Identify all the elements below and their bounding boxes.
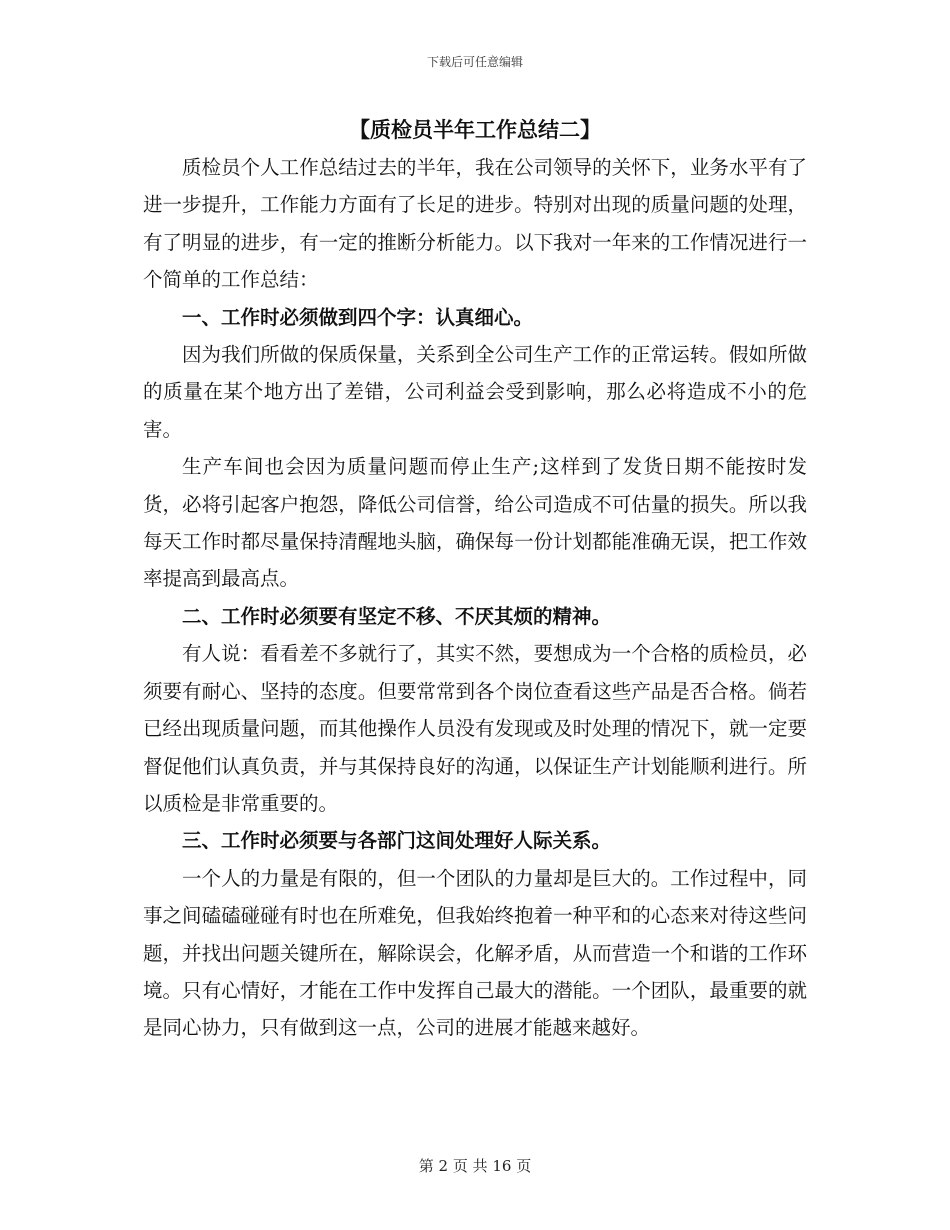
section-3-heading: 三、工作时必须要与各部门这间处理好人际关系。 [182, 829, 612, 853]
section-1-heading: 一、工作时必须做到四个字：认真细心。 [182, 305, 534, 329]
section-2-paragraph-1: 有人说：看看差不多就行了，其实不然，要想成为一个合格的质检员，必须要有耐心、坚持的态度。但要常常到各个岗位查看这些产品是否合格。倘若已经出现质量问题，而其他操作人员没有发现或及时处理的情况下，就一定要督促他们认真负责，并与其保持良好的沟通，以保证生产计划能顺利进行。所以质检是非常重要的。 [143, 642, 807, 815]
page-header-note: 下载后可任意编辑 [426, 55, 523, 69]
section-1-paragraph-2: 生产车间也会因为质量问题而停止生产;这样到了发货日期不能按时发货，必将引起客户抱怨，降低公司信誉，给公司造成不可估量的损失。所以我每天工作时都尽量保持清醒地头脑，确保每一份计划都能准确无误，把工作效率提高到最高点。 [143, 455, 807, 591]
section-3-paragraph-1: 一个人的力量是有限的，但一个团队的力量却是巨大的。工作过程中，同事之间磕磕碰碰有时也在所难免，但我始终抱着一种平和的心态来对待这些问题，并找出问题关键所在，解除误会，化解矛盾，从而营造一个和谐的工作环境。只有心情好，才能在工作中发挥自己最大的潜能。一个团队，最重要的就是同心协力，只有做到这一点，公司的进展才能越来越好。 [143, 866, 807, 1040]
section-1-paragraph-1: 因为我们所做的保质保量，关系到全公司生产工作的正常运转。假如所做的质量在某个地方出了差错，公司利益会受到影响，那么必将造成不小的危害。 [143, 343, 807, 441]
intro-paragraph: 质检员个人工作总结过去的半年，我在公司领导的关怀下，业务水平有了进一步提升，工作能力方面有了长足的进步。特别对出现的质量问题的处理，有了明显的进步，有一定的推断分析能力。以下我对一年来的工作情况进行一个简单的工作总结： [143, 156, 807, 292]
page-number-footer: 第 2 页 共 16 页 [418, 1157, 532, 1175]
section-2-heading: 二、工作时必须要有坚定不移、不厌其烦的精神。 [182, 604, 612, 628]
document-body [143, 149, 807, 1047]
document-title: 【质检员半年工作总结二】 [349, 117, 601, 142]
